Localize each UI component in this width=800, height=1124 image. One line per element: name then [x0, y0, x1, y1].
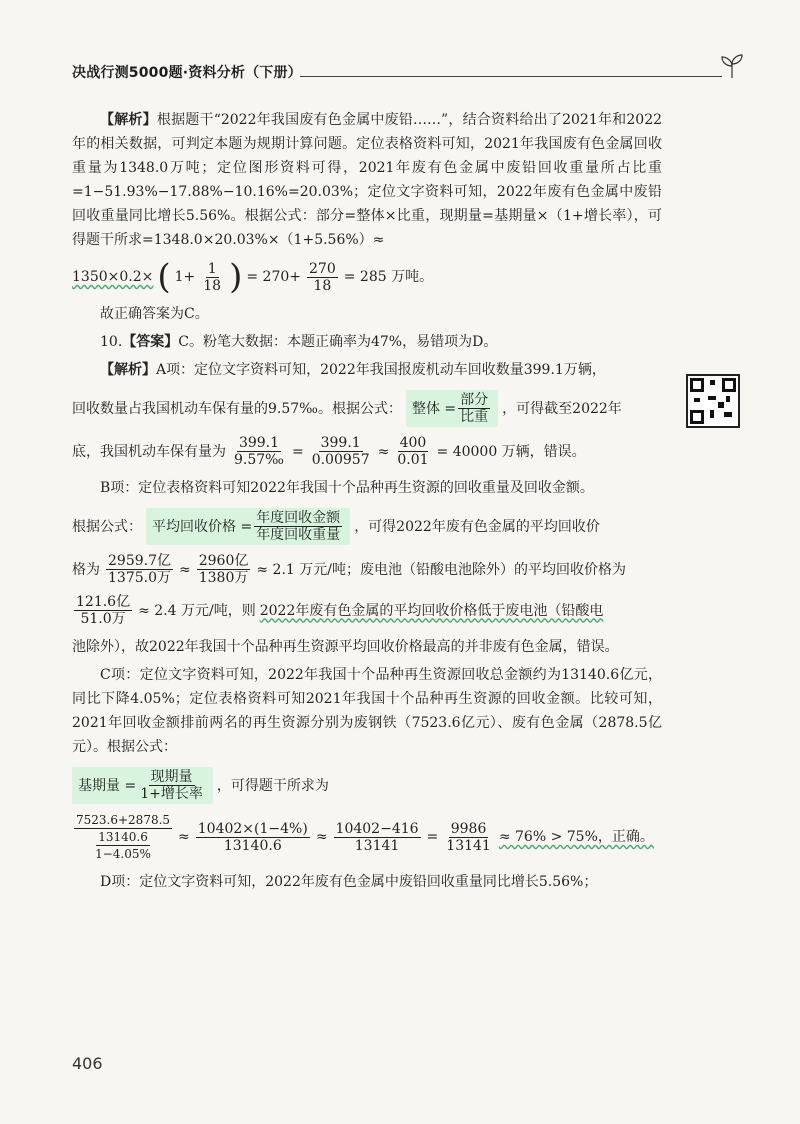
- formula-highlight: 基期量 = $\frac{\text{现期量}}{\text{1+增长率}}$: [72, 767, 213, 804]
- fraction: $\frac{\text{121.6亿}}{\text{51.0万}}$: [76, 594, 131, 627]
- header-rule: [300, 76, 722, 77]
- q9-lhs: 1350×0.2×: [72, 269, 154, 285]
- q10-c-calc-row: $\frac{7523.6+2878.5}{\frac{13140.6}{1-4.05\%}}$ ≈ $\frac{10402\times(1-4\%)}{13140.6}$ ≈ $\frac{10402-416}{13141}$ = $\frac{9986}{13141}$ ≈ 76% > 75%，正确。: [76, 813, 654, 861]
- fraction: $\frac{\text{现期量}}{\text{1+增长率}}$: [140, 769, 203, 802]
- content-area: [72, 108, 662, 898]
- q10-c-formula-row: 基期量 = $\frac{\text{现期量}}{\text{1+增长率}}$ ，可得题干所求为: [72, 767, 662, 804]
- q10-b-calc-row: 格为 $\frac{\text{2959.7亿}}{\text{1375.0万}}$ ≈ $\frac{\text{2960亿}}{\text{1380万}}$ ≈ 2.1 万元/吨；废电池（铅酸电池除外）的平均回收价格为: [72, 553, 626, 586]
- fraction: $\frac{\text{2959.7亿}}{\text{1375.0万}}$: [108, 553, 171, 586]
- q10-option-c: C项：定位文字资料可知，2022年我国十个品种再生资源回收总金额约为13140.6亿元，同比下降4.05%；定位表格资料可知2021年我国十个品种再生资源的回收金额。比较可知，2021年回收金额排前两名的再生资源分别为废钢铁（7523.6亿元）、废有色金属（2878.5亿元）。根据公式：: [72, 667, 662, 755]
- q9-formula: 1350×0.2× ( 1+ $\frac{1}{18}$ ) = 270+ $\frac{270}{18}$ = 285 万吨。: [72, 257, 434, 297]
- sprout-icon: [718, 52, 746, 80]
- nested-fraction: $\frac{7523.6+2878.5}{\frac{13140.6}{1-4.05\%}}$: [76, 813, 171, 861]
- q10-option-d: D项：定位文字资料可知，2022年废有色金属中废铅回收重量同比增长5.56%；: [100, 874, 598, 890]
- q10-b-formula-row: 根据公式： 平均回收价格 = $\frac{\text{年度回收金额}}{\text{年度回收重量}}$ ，可得2022年废有色金属的平均回收价: [72, 510, 600, 543]
- fraction: $\frac{10402\times(1-4\%)}{13140.6}$: [197, 820, 308, 854]
- fraction: $\frac{399.1}{0.00957}$: [311, 435, 370, 468]
- fraction: $\frac{399.1}{9.57‰}$: [234, 435, 284, 468]
- q10-b-conclusion: 池除外），故2022年我国十个品种再生资源平均回收价格最高的并非废有色金属，错误。: [72, 639, 619, 655]
- fraction: $\frac{13140.6}{1-4.05\%}$: [95, 830, 151, 861]
- fraction: $\frac{400}{0.01}$: [397, 435, 429, 468]
- q9-analysis: [72, 108, 662, 252]
- fraction: $\frac{\text{年度回收金额}}{\text{年度回收重量}}$: [256, 510, 341, 543]
- page-number: 406: [72, 1054, 103, 1073]
- b-wavy-text: 2022年废有色金属的平均回收价格低于废电池（铅酸电: [259, 602, 604, 619]
- q10-option-b: B项：定位表格资料可知2022年我国十个品种再生资源的回收重量及回收金额。: [100, 480, 594, 496]
- q10-a-formula-row: 回收数量占我国机动车保有量的9.57‰。根据公式： 整体 = $\frac{\text{部分}}{\text{比重}}$ ，可得截至2022年: [72, 392, 622, 425]
- c-result: ≈ 76% > 75%，正确。: [498, 829, 654, 845]
- page-header: 决战行测5000题·资料分析（下册）: [72, 65, 302, 81]
- fraction: $\frac{\text{2960亿}}{\text{1380万}}$: [198, 553, 249, 586]
- q10-answer: 10.【答案】C。粉笔大数据：本题正确率为47%，易错项为D。: [100, 334, 498, 350]
- formula-highlight: 平均回收价格 = $\frac{\text{年度回收金额}}{\text{年度回收重量}}$: [146, 508, 350, 545]
- q9-conclusion: 故正确答案为C。: [100, 306, 209, 322]
- q9-text: 根据题干“2022年我国废有色金属中废铅……”，结合资料给出了2021年和2022年的相关数据，可判定本题为规期计算问题。定位表格资料可知，2021年我国废有色金属回收重量为1348.0万吨；定位图形资料可得，2021年废有色金属中废铅回收重量所占比重=1−51.93%−17.88%−10.16%=20.03%；定位文字资料可知，2022年废有色金属中废铅回收重量同比增长5.56%。根据公式：部分=整体×比重，现期量=基期量×（1+增长率），可得题干所求=1348.0×20.03%×（1+5.56%）≈: [72, 112, 663, 248]
- q10-a-calc-row: 底，我国机动车保有量为 $\frac{399.1}{9.57‰}$ = $\frac{399.1}{0.00957}$ ≈ $\frac{400}{0.01}$ = 40000 万辆，错误。: [72, 435, 586, 468]
- q10-b-calc-row2: $\frac{\text{121.6亿}}{\text{51.0万}}$ ≈ 2.4 万元/吨，则 2022年废有色金属的平均回收价格低于废电池（铅酸电: [76, 594, 604, 627]
- q10-option-a: 【解析】A项：定位文字资料可知，2022年我国报废机动车回收数量399.1万辆，: [100, 362, 606, 378]
- formula-highlight: 整体 = $\frac{\text{部分}}{\text{比重}}$: [406, 390, 498, 427]
- fraction: $\frac{9986}{13141}$: [446, 820, 491, 854]
- fraction: $\frac{270}{18}$: [309, 260, 336, 294]
- fraction: $\frac{10402-416}{13141}$: [335, 820, 419, 854]
- fraction: $\frac{1}{18}$: [203, 260, 222, 294]
- fraction: $\frac{\text{部分}}{\text{比重}}$: [460, 392, 489, 425]
- analysis-label: 【解析】: [100, 112, 157, 128]
- qr-code[interactable]: [686, 374, 740, 428]
